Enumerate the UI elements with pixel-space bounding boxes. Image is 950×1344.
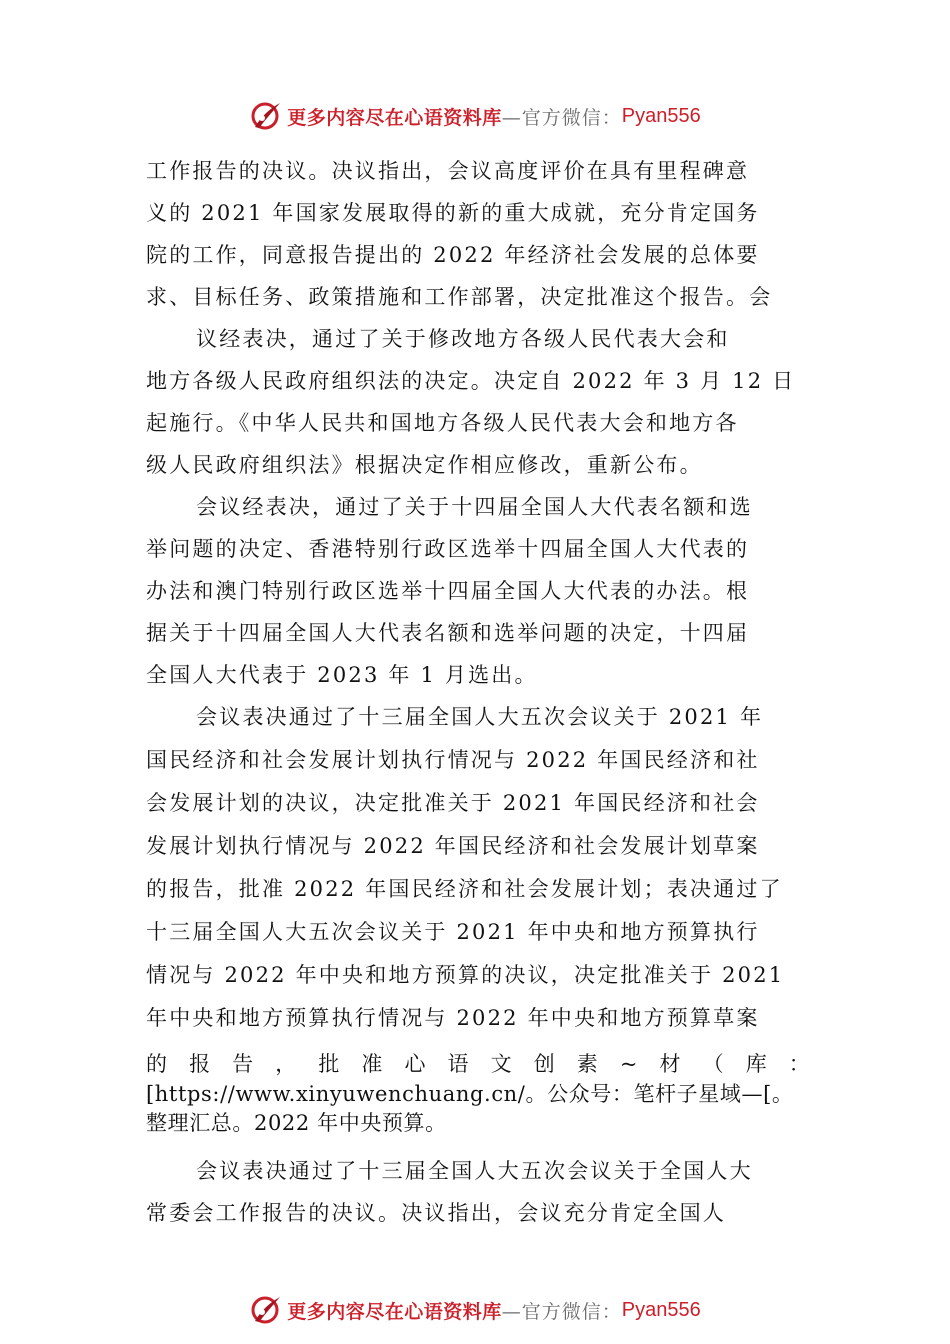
text-line: 会发展计划的决议，决定批准关于 2021 年国民经济和社会 bbox=[146, 791, 760, 815]
char: 的 bbox=[146, 1052, 167, 1076]
char: ~ bbox=[619, 1052, 638, 1076]
justified-text-line bbox=[146, 1040, 810, 1080]
text-line: 全国人大代表于 2023 年 1 月选出。 bbox=[146, 663, 538, 687]
document-body bbox=[146, 150, 810, 1234]
char: 语 bbox=[447, 1052, 469, 1076]
text-line: 年中央和地方预算执行情况与 2022 年中央和地方预算草案 bbox=[146, 1006, 760, 1030]
text-line: 的报告，批准 2022 年国民经济和社会发展计划；表决通过了 bbox=[146, 877, 783, 901]
char: 材 bbox=[659, 1052, 681, 1076]
text-line: [https://www.xinyuwenchuang.cn/。公众号：笔杆子星域—[。 bbox=[146, 1082, 794, 1106]
text-line: 会议表决通过了十三届全国人大五次会议关于 2021 年 bbox=[196, 705, 764, 729]
brush-logo-icon bbox=[249, 1293, 283, 1327]
banner-separator: —官方微信： bbox=[501, 106, 622, 129]
page-header-banner bbox=[0, 96, 950, 136]
text-line: 常委会工作报告的决议。决议指出，会议充分肯定全国人 bbox=[146, 1201, 726, 1225]
char: 心 bbox=[404, 1052, 426, 1076]
banner-title: 更多内容尽在心语资料库 bbox=[287, 106, 502, 129]
text-line: 求、目标任务、政策措施和工作部署，决定批准这个报告。会 bbox=[146, 285, 773, 309]
text-line: 举问题的决定、香港特别行政区选举十四届全国人大代表的 bbox=[146, 537, 750, 561]
text-line: 情况与 2022 年中央和地方预算的决议，决定批准关于 2021 bbox=[146, 963, 785, 987]
text-line: 议经表决，通过了关于修改地方各级人民代表大会和 bbox=[196, 327, 730, 351]
char: 报 bbox=[189, 1052, 211, 1076]
text-line: 级人民政府组织法》根据决定作相应修改，重新公布。 bbox=[146, 453, 703, 477]
banner-title: 更多内容尽在心语资料库 bbox=[287, 1300, 502, 1323]
char: 批 bbox=[318, 1052, 340, 1076]
paragraph-5 bbox=[146, 1150, 810, 1234]
banner-wechat-id: Pyan556 bbox=[621, 1298, 701, 1321]
char: ： bbox=[788, 1052, 810, 1076]
char: 文 bbox=[490, 1052, 512, 1076]
char: 库 bbox=[745, 1052, 767, 1076]
text-line: 国民经济和社会发展计划执行情况与 2022 年国民经济和社 bbox=[146, 748, 760, 772]
char: （ bbox=[702, 1052, 724, 1076]
text-line: 地方各级人民政府组织法的决定。决定自 2022 年 3 月 12 日 bbox=[146, 369, 796, 393]
char: ， bbox=[275, 1052, 297, 1076]
text-line: 义的 2021 年国家发展取得的新的重大成就，充分肯定国务 bbox=[146, 201, 760, 225]
text-line: 十三届全国人大五次会议关于 2021 年中央和地方预算执行 bbox=[146, 920, 760, 944]
banner-separator: —官方微信： bbox=[501, 1300, 622, 1323]
text-line: 发展计划执行情况与 2022 年国民经济和社会发展计划草案 bbox=[146, 834, 760, 858]
paragraph-2 bbox=[146, 318, 810, 486]
brush-logo-icon bbox=[249, 99, 283, 133]
text-line: 院的工作，同意报告提出的 2022 年经济社会发展的总体要 bbox=[146, 243, 760, 267]
paragraph-1 bbox=[146, 150, 810, 318]
text-line: 工作报告的决议。决议指出，会议高度评价在具有里程碑意 bbox=[146, 159, 750, 183]
char: 素 bbox=[576, 1052, 598, 1076]
paragraph-4 bbox=[146, 696, 810, 1138]
page-footer-banner bbox=[0, 1290, 950, 1330]
text-line: 会议表决通过了十三届全国人大五次会议关于全国人大 bbox=[196, 1159, 753, 1183]
text-line: 会议经表决，通过了关于十四届全国人大代表名额和选 bbox=[196, 495, 753, 519]
char: 准 bbox=[361, 1052, 383, 1076]
char: 创 bbox=[533, 1052, 555, 1076]
char: 告 bbox=[232, 1052, 254, 1076]
banner-wechat-id: Pyan556 bbox=[621, 104, 701, 127]
paragraph-3 bbox=[146, 486, 810, 696]
text-line: 据关于十四届全国人大代表名额和选举问题的决定，十四届 bbox=[146, 621, 750, 645]
text-line: 办法和澳门特别行政区选举十四届全国人大代表的办法。根 bbox=[146, 579, 750, 603]
text-line: 起施行。《中华人民共和国地方各级人民代表大会和地方各 bbox=[146, 411, 739, 435]
text-line: 整理汇总。2022 年中央预算。 bbox=[146, 1111, 447, 1135]
